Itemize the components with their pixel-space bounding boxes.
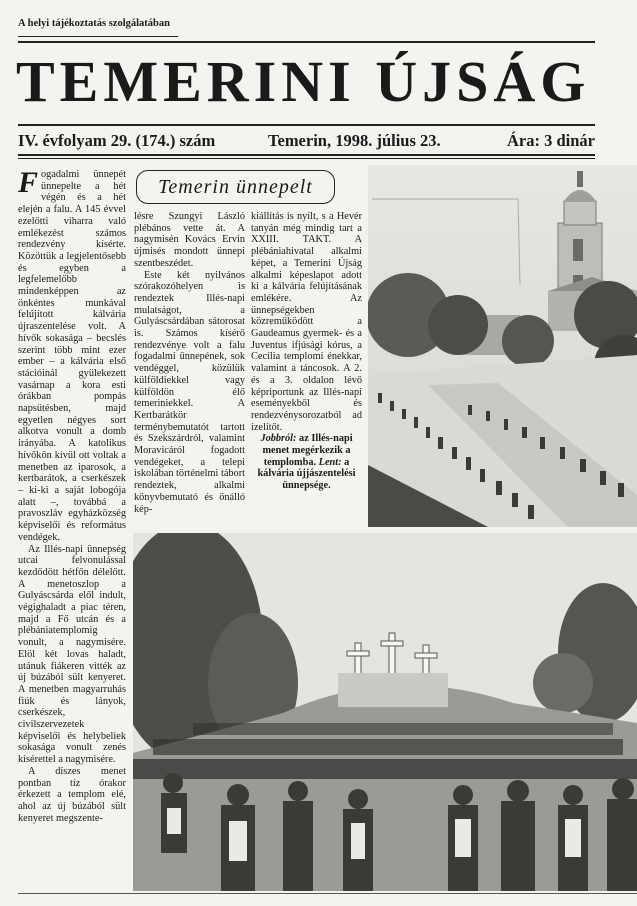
tagline-rule: [18, 36, 178, 37]
article-paragraph: lésre Szungyi László plébános vette át. A nagymisén Kovács Ervin újmisés mondott ünnepi szentbeszédet.: [134, 211, 245, 269]
top-rule: [18, 41, 595, 43]
tagline: A helyi tájékoztatás szolgálatában: [18, 18, 170, 29]
photo-procession: [368, 165, 637, 527]
article-paragraph: kiállítás is nyílt, s a Hevér tanyán még mindig tart a XXIII. TAKT. A plébániahivatal alkalmi képet, a Temerini Újság alkalmi képeslapot adott ki a kálvária felújításának emlékére. Az ünnepségekben közreműködött a Gaudeamus gyermek- és a Juventus ifjúsági kórus, a Cecília templomi énekkar, valamint a táncosok. A 2. és a 3. oldalon lévő képriportunk az Illés-napi eseményekből és rendezvénysorozatból ad ízelítőt.: [251, 211, 362, 433]
article-headline: Temerin ünnepelt: [136, 170, 335, 204]
article-column-1: [18, 169, 126, 889]
article-paragraph: Este két nyilvános szórakozóhelyen is rendeztek Illés-napi mulatságot, a Gulyáscsárdában sátorosat is. Számos kísérő rendezvénye volt a falu fogadalmi ünnepének, sok vendéggel, közülük külföldiekkel vagy külföldön élő temeriniekkel. A Kertbarátkör terménybemutatót tartott és Szekszárdról, valamint Moravicáról fogadott vendégeket, a telepi iskolában történelmi tábort rendeztek, alkalmi könyvbemutató és önálló kép-: [134, 269, 245, 515]
issue-number: IV. évfolyam 29. (174.) szám: [18, 131, 216, 150]
issue-line: [18, 131, 595, 151]
drop-cap: F: [18, 169, 39, 199]
article-column-3: [251, 211, 362, 531]
article-paragraph: Az Illés-napi ünnepség utcai felvonulással kezdődött hétfőn délelőtt. A menetoszlop a Gulyáscsárda elől indult, végighaladt a piac téren, majd a Fő utcán és a plébániatemplomig vonult, a nagymisére. Elöl két lovas haladt, utánuk fiákeren vitték az új búzából sült kenyeret. A menetben magyarruhás fiúk és lányok, cserkészek, civilszervezetek képviselői és helybeliek sokasága vonult zenés kísérettel a nagymisére.: [18, 543, 126, 766]
article-paragraph: A díszes menet pontban tíz órakor érkezett a templom elé, ahol az új búzából sült kenyeret megszente-: [18, 765, 126, 824]
issue-price: Ára: 3 dinár: [507, 131, 595, 150]
article-paragraph: Fogadalmi ünnepét ünnepelte a hét végén és a hét elején a falu. A 145 évvel ezelőtti viharra való emlékezést számos rendezvény kísérte. Közöttük a legjelentősebb és egyben a legfelemelőbb mindenképpen az önkéntes munkával felújított kálvária újraszentelése volt. A hívők sokasága – becslés szerint több mint ezer ember – a kálvária első stációinál gyülekezett vasárnap a kora esti órákban pompás napsütésben, majd egyetlen négyes sort alkotva vonult a domb irányába. A katolikus hívőkön kívül ott voltak a menetben az iparosok, a kertbarátok, a cserkészek – ki-ki a saját lobogója alatt –, továbbá a pravoszláv egyházközség képviselői és református vendégek.: [18, 169, 126, 543]
masthead-rule: [18, 124, 595, 126]
issue-date: Temerin, 1998. július 23.: [268, 131, 441, 150]
page-bottom-rule: [18, 893, 637, 894]
issue-rule: [18, 154, 595, 156]
article-column-2: [134, 211, 245, 521]
issue-rule-thin: [18, 158, 595, 159]
calvary-photo-drawing: [133, 533, 637, 891]
masthead-title: TEMERINI ÚJSÁG: [16, 49, 591, 114]
photo-calvary: [133, 533, 637, 891]
photo-caption: Jobbról: az Illés-napi menet megérkezik a templomba. Lent: a kálvária újjászentelési ünnepsége.: [257, 433, 356, 492]
procession-photo-drawing: [368, 165, 637, 527]
